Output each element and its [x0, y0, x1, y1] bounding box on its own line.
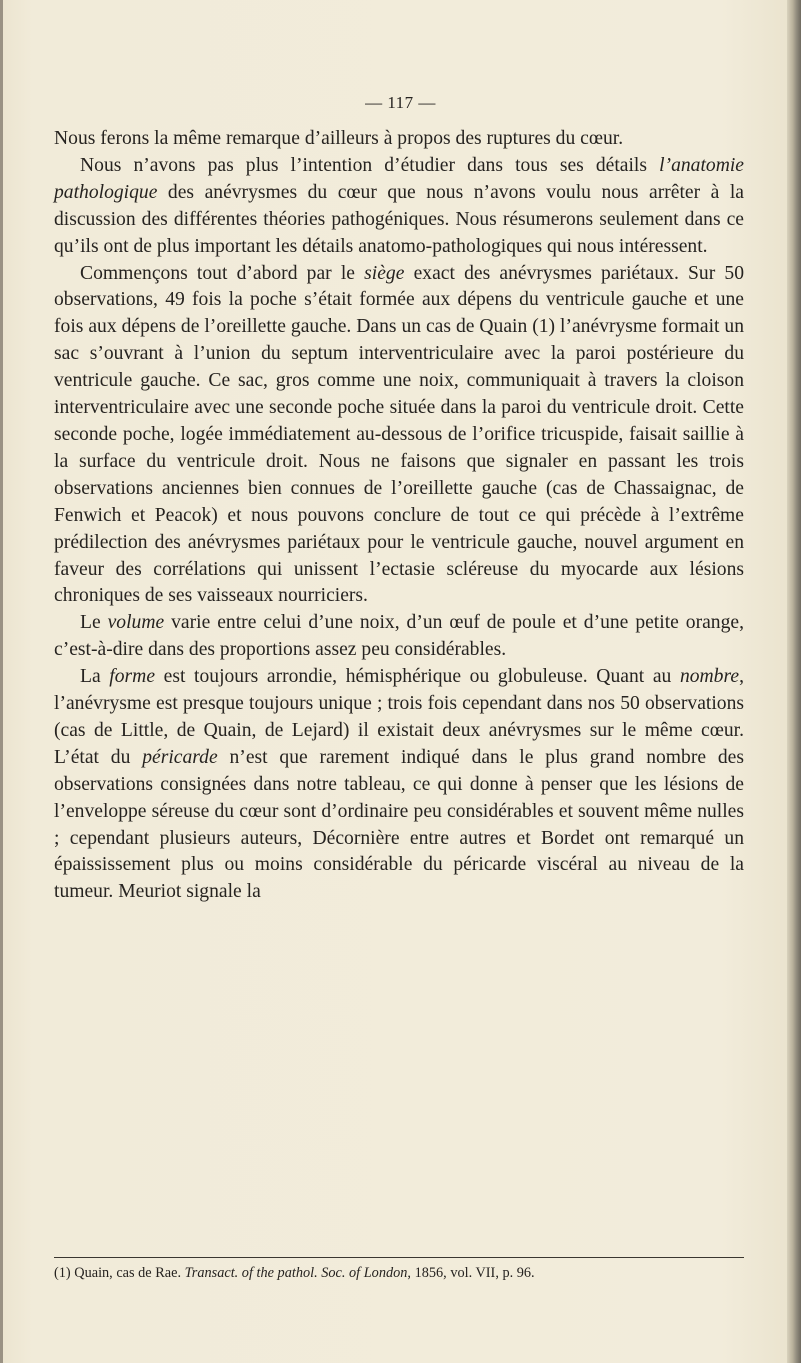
italic-text: siège — [364, 262, 405, 284]
text-run: exact des anévrysmes pariétaux. Sur 50 observations, 49 fois la poche s’était formée aux dépens du ventricule gauche et une fois aux dépens de l’oreillette gauche. Dans un cas de Quain (1) l’anévrysme formait un sac s’ouvrant à l’union du septum interventriculaire avec la paroi postérieure du ventricule gauche. Ce sac, gros comme une noix, communiquait à travers la cloison interventriculaire avec une seconde poche située dans la paroi du ventricule droit. Cette seconde poche, logée immédiatement au-dessous de l’orifice tricuspide, faisait saillie à la surface du ventricule droit. Nous ne faisons que signaler en passant les trois observations anciennes bien connues de l’oreillette gauche (cas de Chassaignac, de Fenwich et Peacok) et nous pouvons conclure de tout ce qui précède à l’extrême prédilection des anévrysmes pariétaux pour le ventricule gauche, nouvel argument en faveur des corrélations qui unissent l’ectasie scléreuse du myocarde aux lésions chroniques de ses vaisseaux nourriciers. — [54, 262, 744, 607]
text-run: La — [80, 666, 110, 688]
text-run: varie entre celui d’une noix, d’un œuf de poule et d’une petite orange, c’est-à-dire dans des proportions assez peu considérables. — [54, 612, 744, 661]
text-run: des anévrysmes du cœur que nous n’avons voulu nous arrêter à la discussion des différentes théories pathogéniques. Nous résumerons seulement dans ce qu’ils ont de plus important les détails anatomo-pathologiques qui nous intéressent. — [54, 181, 744, 257]
italic-text: Transact. of the pathol. Soc. of London — [184, 1265, 408, 1281]
paragraph-4 — [54, 610, 744, 664]
text-run: Commençons tout d’abord par le — [80, 262, 365, 284]
paragraph-3 — [54, 261, 744, 611]
paragraph-1 — [54, 126, 744, 153]
footnote-rule — [54, 1257, 744, 1258]
italic-text: l’anatomie pathologique — [54, 154, 744, 203]
page-right-edge — [787, 0, 801, 1363]
italic-text: forme — [109, 666, 156, 688]
page-number: — 117 — — [365, 93, 436, 112]
footnote — [54, 1264, 754, 1282]
paragraph-2 — [54, 153, 744, 261]
italic-text: nombre — [679, 666, 740, 688]
text-run: n’est que rarement indiqué dans le plus grand nombre des observations consignées dans notre tableau, ce qui donne à penser que les lésions de l’enveloppe séreuse du cœur sont d’ordinaire peu considérables et souvent même nulles ; cependant plusieurs auteurs, Décornière entre autres et Bordet ont remarqué un épaississement plus ou moins considérable du péricarde viscéral au niveau de la tumeur. Meuriot signale la — [54, 746, 744, 903]
text-run: Le — [80, 612, 108, 634]
body-text — [54, 126, 744, 906]
text-run: Nous ferons la même remarque d’ailleurs à propos des ruptures du cœur. — [54, 128, 624, 149]
italic-text: péricarde — [142, 746, 218, 768]
paragraph-5 — [54, 664, 744, 906]
text-run: est toujours arrondie, hémisphérique ou globuleuse. Quant au — [155, 666, 680, 688]
text-run: , 1856, vol. VII, p. 96. — [407, 1265, 535, 1281]
text-run: (1) Quain, cas de Rae. — [54, 1265, 185, 1281]
page-left-edge — [0, 0, 3, 1363]
text-run: , l’anévrysme est presque toujours unique ; trois fois cependant dans nos 50 observations (cas de Little, de Quain, de Lejard) il existait deux anévrysmes sur le même cœur. L’état du — [54, 666, 744, 768]
italic-text: volume — [107, 612, 165, 634]
text-run: Nous n’avons pas plus l’intention d’étudier dans tous ses détails — [80, 154, 660, 176]
